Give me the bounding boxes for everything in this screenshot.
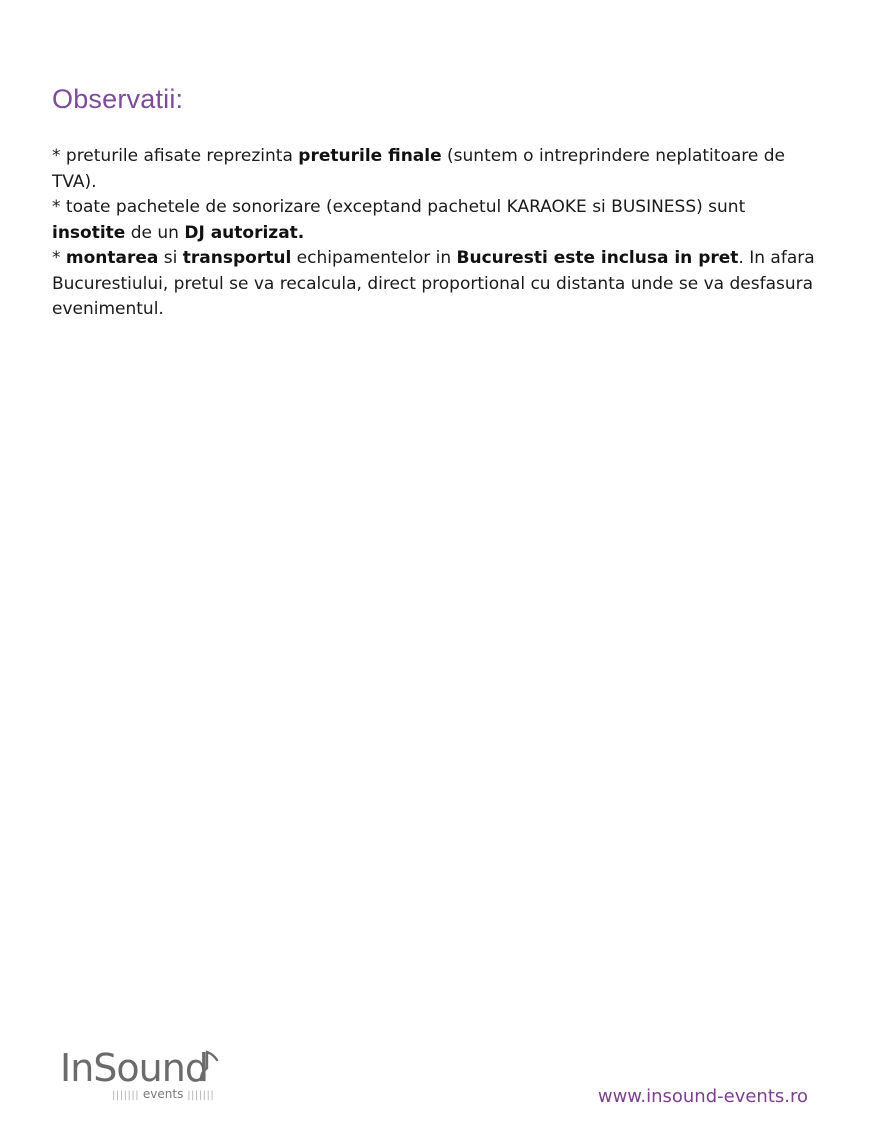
note-bold-text: transportul bbox=[182, 248, 292, 268]
observations-list bbox=[52, 144, 822, 323]
note-bold-text: insotite bbox=[52, 222, 126, 243]
note-bold-text: Bucuresti este inclusa in pret bbox=[456, 248, 739, 268]
logo-events-text: events bbox=[142, 1087, 184, 1101]
logo-wordmark: InSound bbox=[60, 1046, 208, 1090]
insound-logo bbox=[60, 1046, 240, 1106]
music-note-icon bbox=[197, 1050, 219, 1084]
note-bold-text: DJ autorizat. bbox=[184, 222, 305, 243]
note-bold-text: montarea bbox=[65, 248, 159, 268]
sound-bars-right: ||||||| bbox=[187, 1090, 215, 1101]
page-title: Observatii: bbox=[52, 84, 184, 114]
note-text: echipamentelor in bbox=[291, 248, 457, 268]
logo-subtitle bbox=[112, 1087, 214, 1101]
note-prices bbox=[52, 144, 822, 195]
note-text: de un bbox=[125, 222, 185, 243]
note-text: . In afara Bucurestiului, pretul se va recalcula, direct proportional cu distanta unde se va desfasura evenimentul. bbox=[52, 248, 815, 319]
note-text: * bbox=[52, 248, 66, 268]
website-link[interactable]: www.insound-events.ro bbox=[597, 1086, 808, 1107]
note-text: * toate pachetele de sonorizare (exceptand pachetul KARAOKE si BUSINESS) sunt bbox=[52, 197, 746, 217]
sound-bars-left: ||||||| bbox=[112, 1090, 140, 1101]
note-text: si bbox=[158, 248, 183, 268]
note-text: (suntem o intreprindere neplatitoare de TVA). bbox=[52, 146, 785, 192]
note-transport bbox=[52, 246, 822, 323]
note-bold-text: preturile finale bbox=[298, 146, 442, 166]
note-dj bbox=[52, 195, 822, 246]
note-text: * preturile afisate reprezinta bbox=[52, 146, 299, 166]
